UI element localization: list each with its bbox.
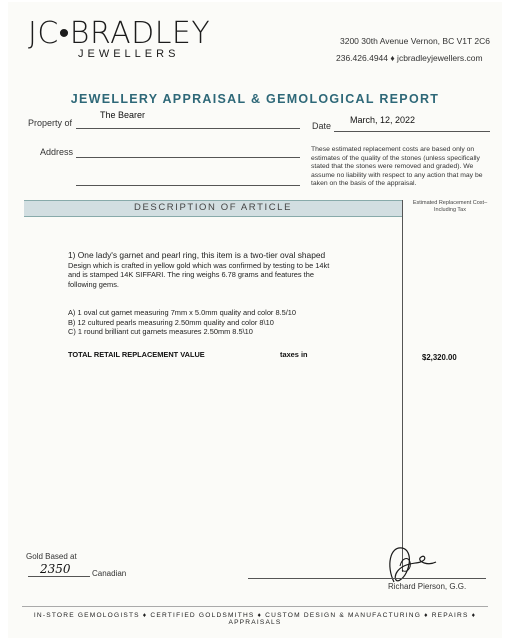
footer-divider — [22, 606, 488, 607]
company-contact: 236.426.4944 ♦ jcbradleyjewellers.com — [336, 53, 483, 63]
date-value: March, 12, 2022 — [350, 115, 416, 125]
report-title: JEWELLERY APPRAISAL & GEMOLOGICAL REPORT — [70, 92, 440, 106]
cost-column-header: Estimated Replacement Cost–Including Tax — [412, 200, 488, 213]
property-label: Property of — [28, 118, 73, 128]
item-lead: 1) One lady's garnet and pearl ring, this item is a two-tier oval shaped — [68, 250, 326, 260]
address-line-2 — [76, 185, 300, 186]
company-logo-subtitle: JEWELLERS — [78, 48, 180, 60]
gold-line — [28, 576, 90, 577]
property-value: The Bearer — [100, 110, 146, 120]
gem-item: C) 1 round brilliant cut garnets measures 2.50mm 8.5\10 — [68, 327, 253, 337]
gold-based-label: Gold Based at — [26, 552, 77, 561]
company-logo: JC•BRADLEY — [28, 16, 211, 51]
address-line-1 — [76, 157, 300, 158]
total-label: TOTAL RETAIL REPLACEMENT VALUE — [68, 350, 205, 359]
disclaimer-text: These estimated replacement costs are based only on estimates of the quality of the stones (unless specifically stated that the stones were removed and graded). We assume no liability with respect to any action that may be taken on the basis of the appraisal. — [311, 146, 483, 187]
gem-item: B) 12 cultured pearls measuring 2.50mm quality and color 8\10 — [68, 317, 274, 327]
property-line — [76, 128, 300, 129]
services-footer: IN-STORE GEMOLOGISTS ♦ CERTIFIED GOLDSMITHS ♦ CUSTOM DESIGN & MANUFACTURING ♦ REPAIRS ♦ APPRAISALS — [33, 612, 477, 626]
gem-list — [68, 308, 296, 337]
appraiser-name: Richard Pierson, G.G. — [388, 582, 467, 591]
signature-line — [248, 578, 486, 579]
item-body: Design which is crafted in yellow gold which was confirmed by testing to be 14kt and is stamped 14K SIFFARI. The ring weighs 6.78 grams and features the following gems. — [68, 260, 330, 289]
column-divider — [402, 200, 403, 572]
date-line — [334, 131, 490, 132]
date-label: Date — [312, 121, 332, 131]
item-description — [68, 251, 330, 289]
appraisal-document — [8, 2, 502, 638]
gold-value: 2350 — [40, 562, 71, 576]
taxes-label: taxes in — [280, 350, 308, 359]
currency-label: Canadian — [92, 569, 127, 578]
description-header: DESCRIPTION OF ARTICLE — [133, 202, 293, 213]
company-address: 3200 30th Avenue Vernon, BC V1T 2C6 — [340, 36, 490, 46]
address-label: Address — [40, 147, 74, 157]
gem-item: A) 1 oval cut garnet measuring 7mm x 5.0mm quality and color 8.5/10 — [68, 308, 296, 317]
total-value: $2,320.00 — [422, 353, 457, 362]
